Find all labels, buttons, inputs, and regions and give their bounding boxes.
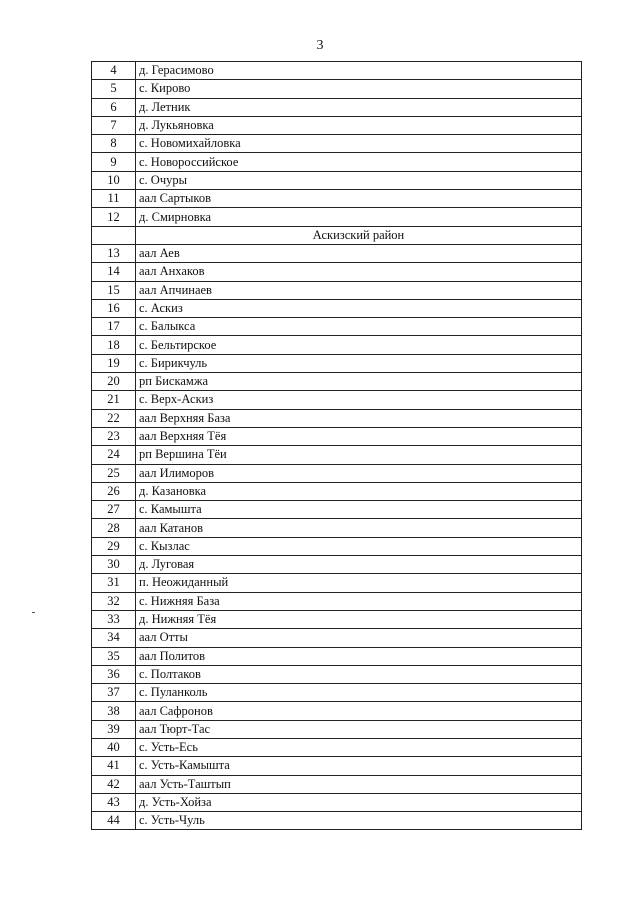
- row-number: 16: [92, 299, 136, 317]
- section-header-row: [92, 226, 582, 244]
- settlement-name: с. Бирикчуль: [136, 354, 582, 372]
- settlement-name: аал Анхаков: [136, 263, 582, 281]
- table-row: [92, 318, 582, 336]
- settlement-name: с. Нижняя База: [136, 592, 582, 610]
- table-row: [92, 574, 582, 592]
- settlement-name: д. Смирновка: [136, 208, 582, 226]
- settlement-name: аал Илиморов: [136, 464, 582, 482]
- row-number: 22: [92, 409, 136, 427]
- table-row: [92, 775, 582, 793]
- table-row: [92, 171, 582, 189]
- settlement-name: аал Верхняя База: [136, 409, 582, 427]
- table-row: [92, 409, 582, 427]
- settlement-name: с. Камышта: [136, 501, 582, 519]
- row-number: 24: [92, 446, 136, 464]
- settlement-name: п. Неожиданный: [136, 574, 582, 592]
- table-row: [92, 391, 582, 409]
- table-row: [92, 62, 582, 80]
- table-row: [92, 336, 582, 354]
- settlement-name: с. Кызлас: [136, 537, 582, 555]
- settlement-name: аал Сартыков: [136, 190, 582, 208]
- settlement-name: с. Очуры: [136, 171, 582, 189]
- row-number: 21: [92, 391, 136, 409]
- settlement-name: д. Луговая: [136, 556, 582, 574]
- settlement-name: с. Балыкса: [136, 318, 582, 336]
- row-number: 38: [92, 702, 136, 720]
- row-number: 10: [92, 171, 136, 189]
- scan-speck: [32, 612, 35, 613]
- section-header-group: [92, 226, 582, 244]
- row-number: 9: [92, 153, 136, 171]
- row-number: 25: [92, 464, 136, 482]
- settlement-name: рп Бискамжа: [136, 373, 582, 391]
- table-row: [92, 427, 582, 445]
- table-row: [92, 537, 582, 555]
- row-number: 40: [92, 738, 136, 756]
- settlement-name: аал Тюрт-Тас: [136, 720, 582, 738]
- table-row: [92, 116, 582, 134]
- settlement-name: с. Новороссийское: [136, 153, 582, 171]
- settlement-name: аал Аев: [136, 244, 582, 262]
- table-row: [92, 757, 582, 775]
- table-row: [92, 720, 582, 738]
- row-number: 26: [92, 482, 136, 500]
- row-number: 20: [92, 373, 136, 391]
- row-number: 31: [92, 574, 136, 592]
- table-row: [92, 482, 582, 500]
- settlement-name: д. Лукьяновка: [136, 116, 582, 134]
- table-row: [92, 647, 582, 665]
- table-row: [92, 98, 582, 116]
- settlement-name: д. Казановка: [136, 482, 582, 500]
- row-number: 23: [92, 427, 136, 445]
- table-row: [92, 665, 582, 683]
- table-row: [92, 80, 582, 98]
- row-number: 39: [92, 720, 136, 738]
- row-number: 43: [92, 793, 136, 811]
- settlements-table: [91, 61, 582, 830]
- row-number: 44: [92, 812, 136, 830]
- settlement-name: с. Пуланколь: [136, 684, 582, 702]
- settlement-name: с. Кирово: [136, 80, 582, 98]
- table-row: [92, 244, 582, 262]
- settlement-name: с. Усть-Камышта: [136, 757, 582, 775]
- settlement-name: аал Катанов: [136, 519, 582, 537]
- table-row: [92, 354, 582, 372]
- row-number: 27: [92, 501, 136, 519]
- row-number: 17: [92, 318, 136, 336]
- settlement-name: аал Апчинаев: [136, 281, 582, 299]
- section-title: Аскизский район: [136, 226, 582, 244]
- settlement-name: д. Нижняя Тёя: [136, 610, 582, 628]
- table-row: [92, 446, 582, 464]
- row-number: 30: [92, 556, 136, 574]
- section-header-blank-cell: [92, 226, 136, 244]
- row-number: 8: [92, 135, 136, 153]
- settlement-name: аал Верхняя Тёя: [136, 427, 582, 445]
- row-number: 37: [92, 684, 136, 702]
- row-number: 4: [92, 62, 136, 80]
- row-number: 28: [92, 519, 136, 537]
- row-number: 5: [92, 80, 136, 98]
- table-row: [92, 464, 582, 482]
- table-row: [92, 793, 582, 811]
- row-number: 15: [92, 281, 136, 299]
- table-row: [92, 629, 582, 647]
- row-number: 6: [92, 98, 136, 116]
- row-number: 33: [92, 610, 136, 628]
- row-number: 18: [92, 336, 136, 354]
- row-number: 42: [92, 775, 136, 793]
- row-number: 32: [92, 592, 136, 610]
- row-number: 19: [92, 354, 136, 372]
- table-row: [92, 263, 582, 281]
- settlement-name: аал Отты: [136, 629, 582, 647]
- table-row: [92, 281, 582, 299]
- table-row: [92, 738, 582, 756]
- settlement-name: с. Верх-Аскиз: [136, 391, 582, 409]
- table-row: [92, 501, 582, 519]
- settlement-name: с. Бельтирское: [136, 336, 582, 354]
- table-row: [92, 556, 582, 574]
- table-row: [92, 702, 582, 720]
- table-row: [92, 153, 582, 171]
- table-row: [92, 135, 582, 153]
- settlement-name: с. Усть-Чуль: [136, 812, 582, 830]
- row-number: 13: [92, 244, 136, 262]
- row-number: 29: [92, 537, 136, 555]
- table-row: [92, 592, 582, 610]
- settlement-name: д. Герасимово: [136, 62, 582, 80]
- table-row: [92, 610, 582, 628]
- settlement-name: рп Вершина Тёи: [136, 446, 582, 464]
- rows-before-section: [92, 62, 582, 227]
- table-row: [92, 684, 582, 702]
- settlement-name: с. Аскиз: [136, 299, 582, 317]
- table-row: [92, 812, 582, 830]
- settlement-name: д. Усть-Хойза: [136, 793, 582, 811]
- page-number: 3: [316, 38, 324, 53]
- settlement-name: с. Новомихайловка: [136, 135, 582, 153]
- row-number: 11: [92, 190, 136, 208]
- rows-after-section: [92, 244, 582, 830]
- settlement-name: аал Усть-Таштып: [136, 775, 582, 793]
- table-row: [92, 519, 582, 537]
- table-row: [92, 208, 582, 226]
- settlement-name: д. Летник: [136, 98, 582, 116]
- row-number: 36: [92, 665, 136, 683]
- row-number: 41: [92, 757, 136, 775]
- row-number: 34: [92, 629, 136, 647]
- settlement-name: аал Сафронов: [136, 702, 582, 720]
- table-row: [92, 299, 582, 317]
- table-row: [92, 190, 582, 208]
- row-number: 12: [92, 208, 136, 226]
- settlement-name: с. Полтаков: [136, 665, 582, 683]
- table-row: [92, 373, 582, 391]
- row-number: 14: [92, 263, 136, 281]
- settlement-name: аал Политов: [136, 647, 582, 665]
- settlement-name: с. Усть-Есь: [136, 738, 582, 756]
- row-number: 7: [92, 116, 136, 134]
- row-number: 35: [92, 647, 136, 665]
